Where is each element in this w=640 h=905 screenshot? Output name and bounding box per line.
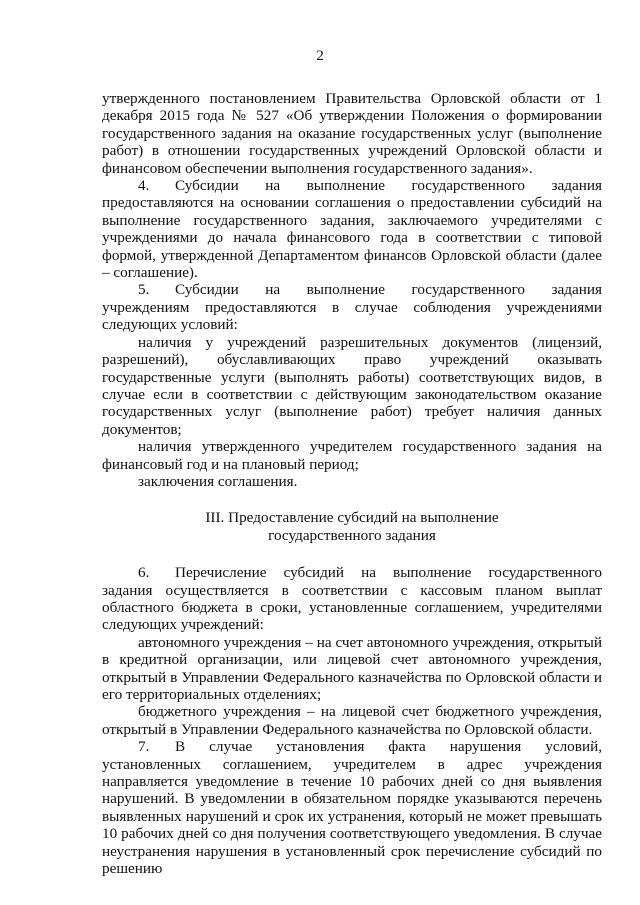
paragraphs-top [102, 90, 602, 490]
paragraph-text: В случае установления факта нарушения условий, установленных соглашением, учредителем в адрес учреждения направляется уведомление в течение 10 рабочих дней со дня выявления нарушений. В уведомлении в обязательном порядке указываются перечень выявленных нарушений и срок их устранения, который не может превышать 10 рабочих дней со дня получения соответствующего уведомления. В случае неустранения нарушения в установленный срок перечисление субсидий по решению [102, 738, 602, 878]
recipient-autonomous [102, 634, 602, 704]
item-number: 5. [138, 281, 150, 299]
paragraph-text: Перечисление субсидий на выполнение государственного задания осуществляется в соответствии с кассовым планом выплат областного бюджета в сроки, установленные соглашением, учредителями следующих учреждений: [102, 564, 602, 634]
paragraph-text: бюджетного учреждения – на лицевой счет бюджетного учреждения, открытый в Управлении Федерального казначейства по Орловской области. [102, 703, 602, 738]
paragraph-continuation [102, 90, 602, 177]
section-heading [102, 509, 602, 544]
section-heading-line-2: государственного задания [268, 526, 436, 544]
paragraphs-bottom [102, 564, 602, 877]
item-number: 4. [138, 177, 150, 195]
item-number: 6. [138, 564, 150, 582]
section-heading-line-1: III. Предоставление субсидий на выполнение [205, 509, 499, 527]
paragraph-text: Субсидии на выполнение государственного задания учреждениям предоставляются в случае соблюдения учреждениями следующих условий: [102, 281, 602, 334]
paragraph-item-7 [102, 738, 602, 877]
paragraph-item-4 [102, 177, 602, 281]
item-number: 7. [138, 738, 150, 756]
paragraph-text: наличия утвержденного учредителем государственного задания на финансовый год и на плановый период; [102, 438, 602, 473]
condition-agreement [102, 473, 602, 490]
condition-licenses [102, 334, 602, 438]
paragraph-text: заключения соглашения. [138, 472, 298, 490]
paragraph-text: автономного учреждения – на счет автономного учреждения, открытый в кредитной организации, или лицевой счет автономного учреждения, открытый в Управлении Федерального казначейства по Орловской области и его территориальных отделениях; [102, 633, 602, 703]
paragraph-text: наличия у учреждений разрешительных документов (лицензий, разрешений), обуславливающих право учреждений оказывать государственные услуги (выполнять работы) соответствующих видов, в случае если в соответствии с действующим законодательством оказание государственных услуг (выполнение работ) требует наличия данных документов; [102, 333, 602, 438]
document-body [102, 90, 602, 877]
paragraph-text: Субсидии на выполнение государственного задания предоставляются на основании соглашения о предоставлении субсидий на выполнение государственного задания, заключаемого учредителями с учреждениями до начала финансового года в соответствии с типовой формой, утвержденной Департаментом финансов Орловской области (далее – соглашение). [102, 177, 602, 282]
paragraph-item-5 [102, 281, 602, 333]
paragraph-text: утвержденного постановлением Правительства Орловской области от 1 декабря 2015 года № 527 «Об утверждении Положения о формировании государственного задания на оказание государственных услуг (выполнение работ) в отношении государственных учреждений Орловской области и финансовом обеспечении выполнения государственного задания». [102, 90, 602, 177]
recipient-budgetary [102, 703, 602, 738]
page-number: 2 [316, 47, 324, 64]
condition-state-task [102, 438, 602, 473]
paragraph-item-6 [102, 564, 602, 634]
